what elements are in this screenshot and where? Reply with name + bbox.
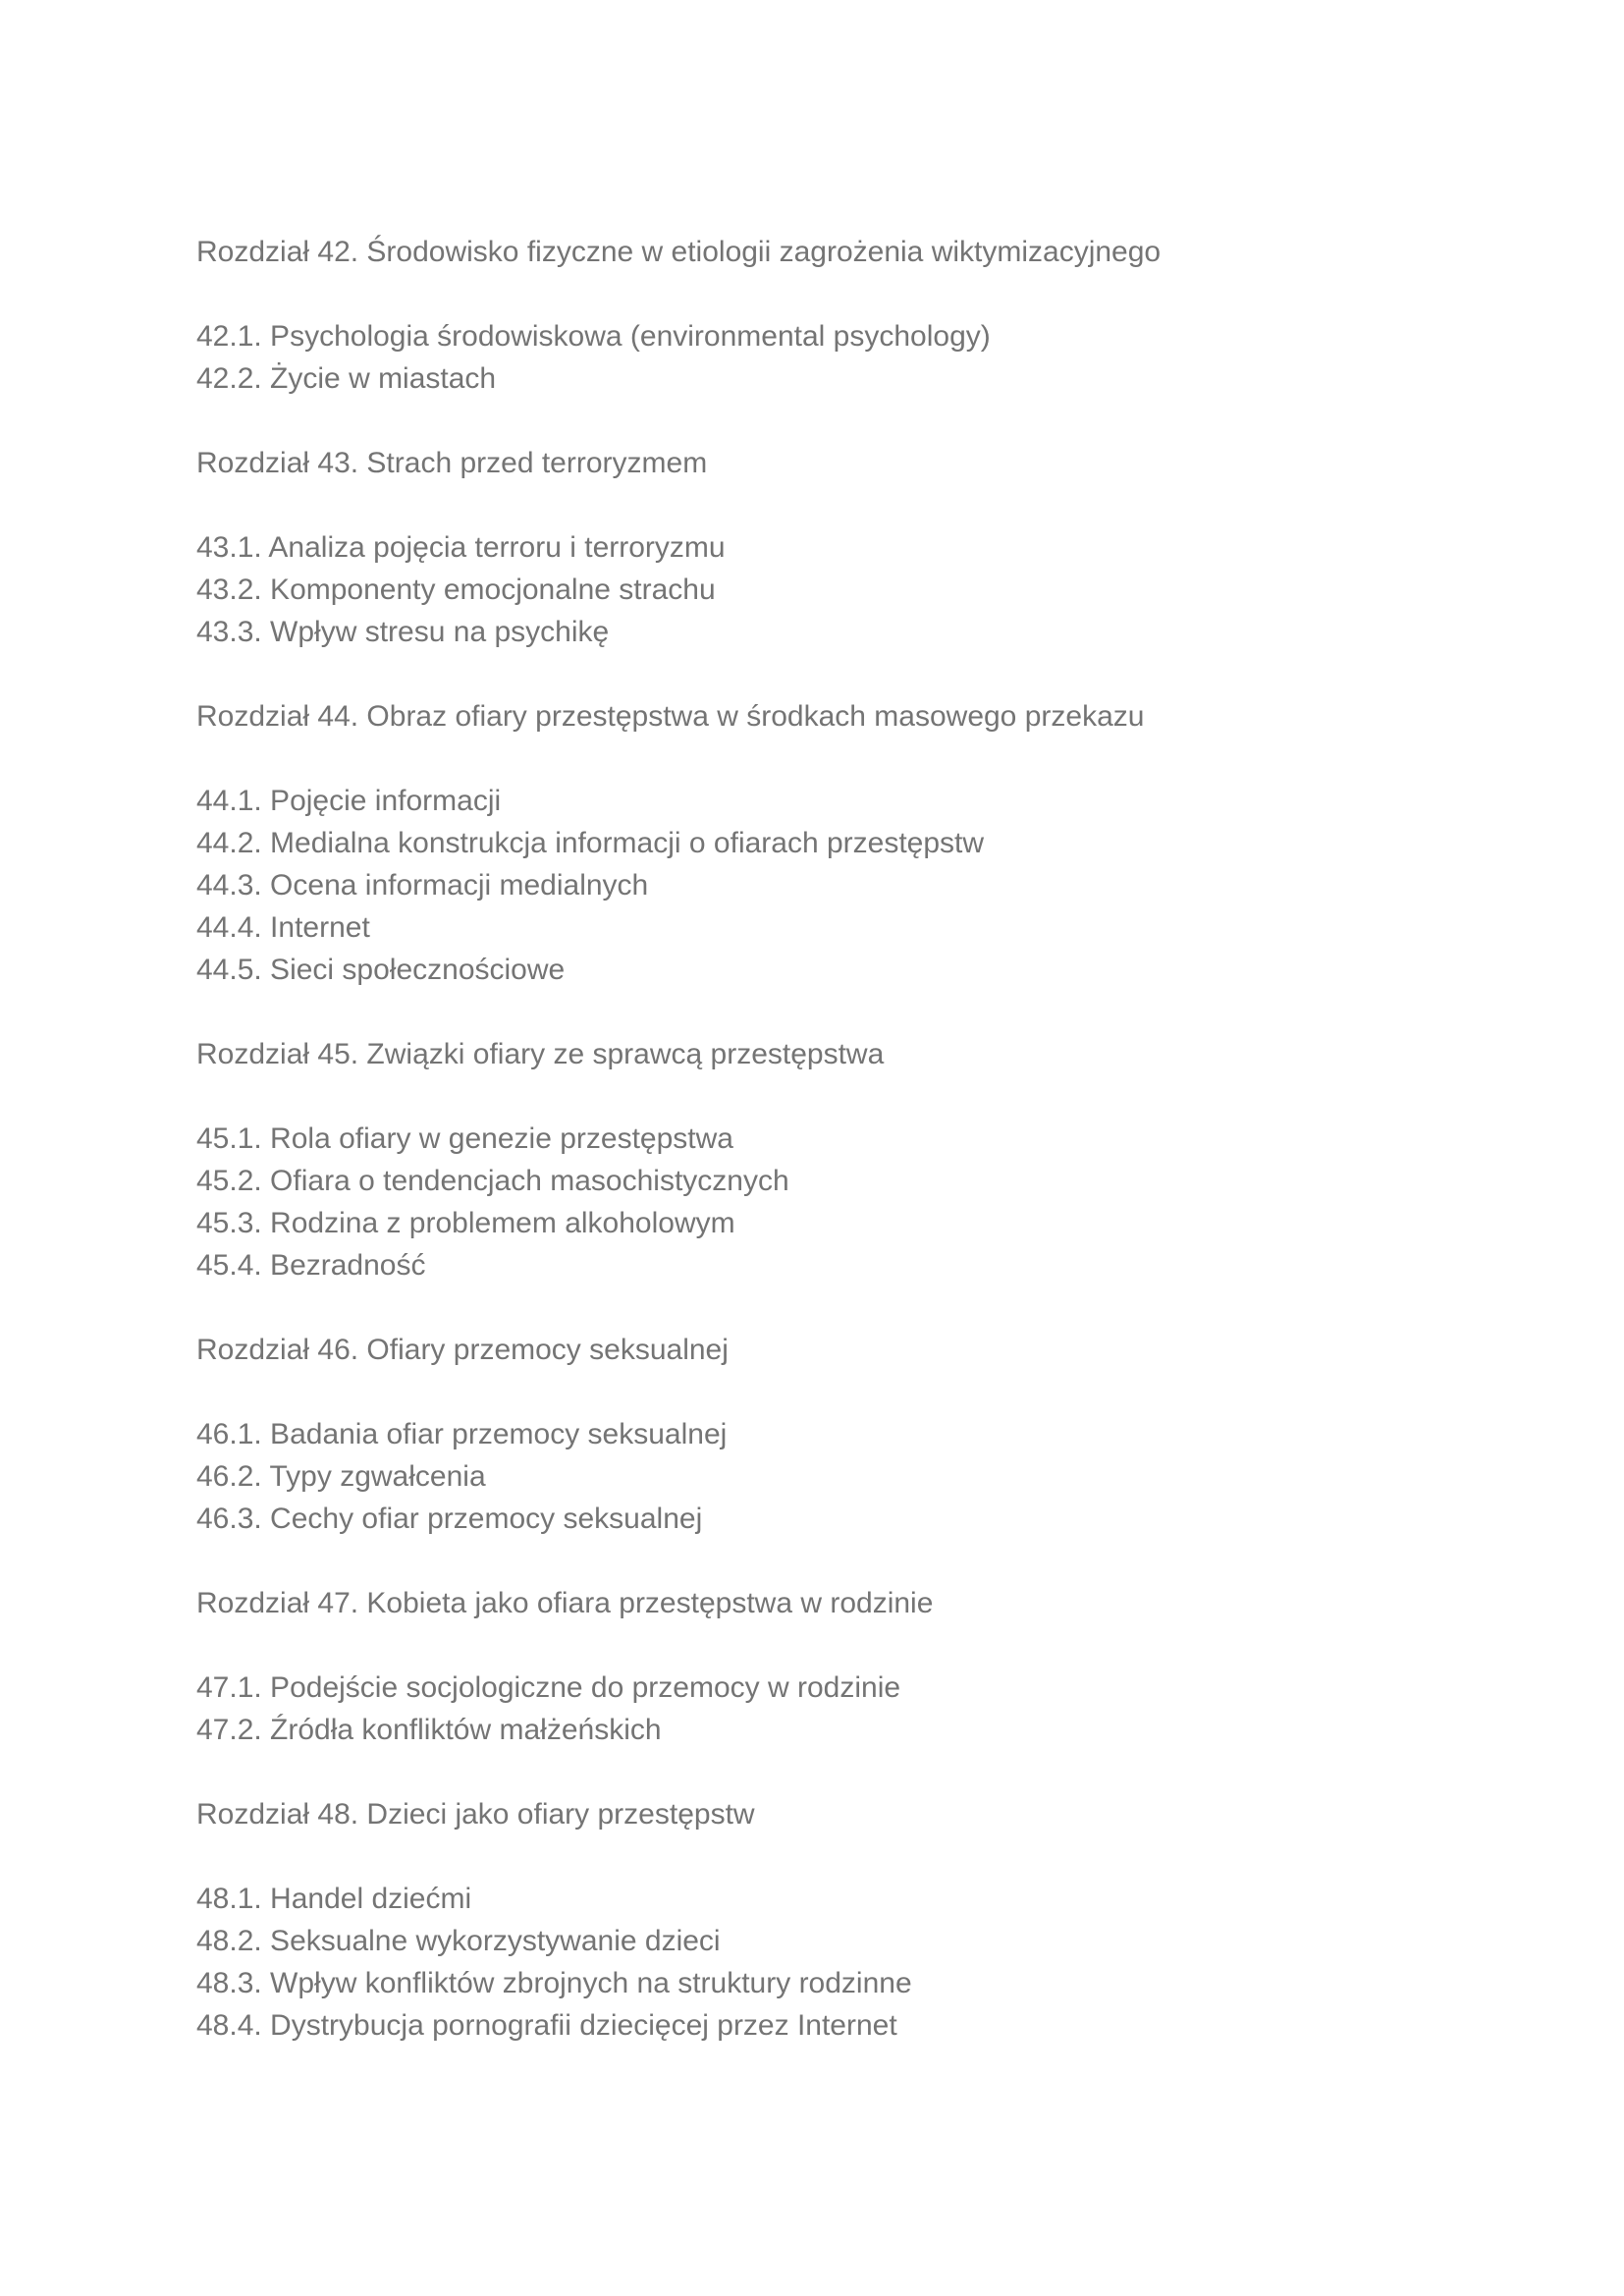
chapter-heading: Rozdział 43. Strach przed terroryzmem	[196, 447, 708, 479]
section-rozdzial-47	[196, 1582, 1506, 1751]
chapter-heading: Rozdział 46. Ofiary przemocy seksualnej	[196, 1334, 729, 1366]
toc-item: 46.1. Badania ofiar przemocy seksualnej	[196, 1418, 728, 1450]
toc-item: 46.2. Typy zgwałcenia	[196, 1460, 486, 1493]
toc-item: 48.1. Handel dziećmi	[196, 1883, 472, 1915]
chapter-heading: Rozdział 48. Dzieci jako ofiary przestępstw	[196, 1798, 755, 1831]
toc-item: 47.2. Źródła konfliktów małżeńskich	[196, 1714, 662, 1746]
toc-item: 46.3. Cechy ofiar przemocy seksualnej	[196, 1503, 703, 1535]
toc-item: 48.4. Dystrybucja pornografii dziecięcej przez Internet	[196, 2009, 897, 2042]
toc-item: 45.1. Rola ofiary w genezie przestępstwa	[196, 1122, 733, 1155]
toc-item: 43.3. Wpływ stresu na psychikę	[196, 616, 610, 648]
chapter-heading: Rozdział 45. Związki ofiary ze sprawcą przestępstwa	[196, 1038, 885, 1070]
toc-item: 44.2. Medialna konstrukcja informacji o ofiarach przestępstw	[196, 827, 985, 859]
chapter-heading: Rozdział 44. Obraz ofiary przestępstwa w środkach masowego przekazu	[196, 700, 1145, 733]
section-rozdzial-44	[196, 695, 1506, 991]
toc-item: 44.5. Sieci społecznościowe	[196, 954, 566, 986]
toc-item: 44.3. Ocena informacji medialnych	[196, 869, 649, 902]
chapter-heading: Rozdział 47. Kobieta jako ofiara przestępstwa w rodzinie	[196, 1587, 934, 1619]
toc-item: 42.2. Życie w miastach	[196, 362, 497, 395]
toc-item: 45.2. Ofiara o tendencjach masochistycznych	[196, 1165, 789, 1197]
toc-item: 45.4. Bezradność	[196, 1249, 426, 1282]
section-rozdzial-43	[196, 442, 1506, 653]
section-rozdzial-46	[196, 1329, 1506, 1540]
toc-item: 44.1. Pojęcie informacji	[196, 785, 502, 817]
toc-item: 48.3. Wpływ konfliktów zbrojnych na struktury rodzinne	[196, 1967, 912, 1999]
section-rozdzial-45	[196, 1033, 1506, 1286]
toc-item: 42.1. Psychologia środowiskowa (environmental psychology)	[196, 320, 991, 353]
toc-item: 45.3. Rodzina z problemem alkoholowym	[196, 1207, 735, 1239]
toc-item: 48.2. Seksualne wykorzystywanie dzieci	[196, 1925, 721, 1957]
chapter-heading: Rozdział 42. Środowisko fizyczne w etiologii zagrożenia wiktymizacyjnego	[196, 236, 1162, 268]
toc-item: 47.1. Podejście socjologiczne do przemocy w rodzinie	[196, 1671, 901, 1704]
toc-item: 43.1. Analiza pojęcia terroru i terroryzmu	[196, 531, 726, 564]
section-rozdzial-42	[196, 231, 1506, 400]
toc-item: 44.4. Internet	[196, 911, 370, 944]
page-content	[196, 231, 1506, 2089]
toc-item: 43.2. Komponenty emocjonalne strachu	[196, 574, 716, 606]
section-rozdzial-48	[196, 1793, 1506, 2047]
